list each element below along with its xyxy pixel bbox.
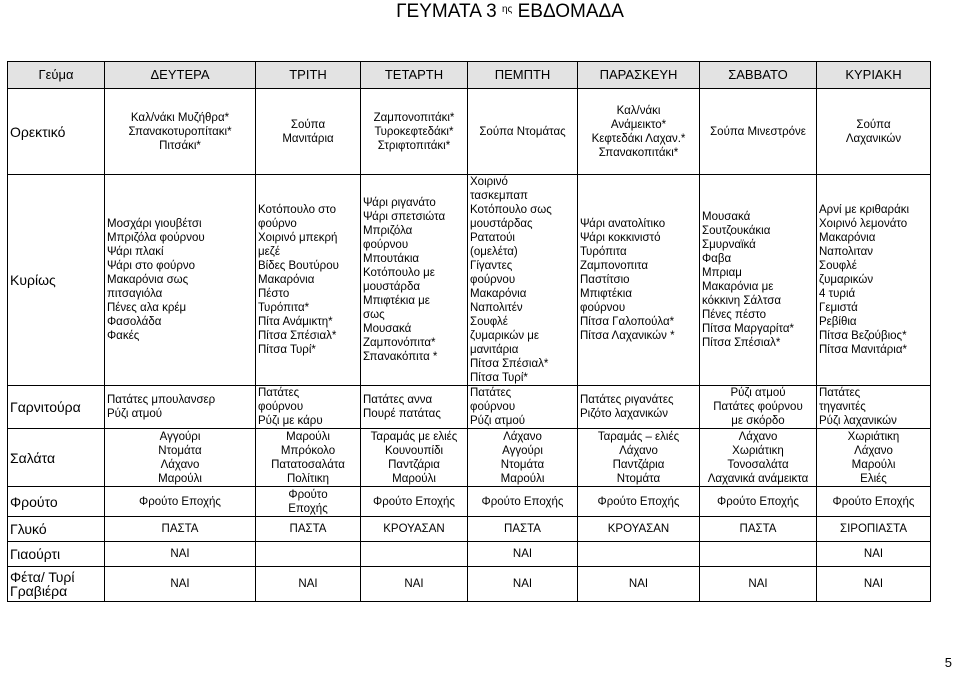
- menu-item: Ταραμάς – ελιές: [597, 430, 680, 443]
- cell-garnitoura: [817, 386, 931, 429]
- menu-item: μεζέ: [258, 246, 280, 258]
- menu-item: Πατάτες: [258, 387, 300, 399]
- menu-item: φούρνου: [470, 274, 516, 286]
- menu-item: Μοσχάρι γιουβέτσι: [107, 218, 202, 230]
- menu-item: Κοτόπουλο με: [363, 267, 435, 279]
- row-frouto: [8, 487, 931, 517]
- menu-item: Πίτσα Μανιτάρια*: [819, 344, 907, 356]
- menu-item: Μπουτάκια: [363, 253, 420, 265]
- menu-item: Κοτόπουλο σως: [470, 204, 552, 216]
- cell-orektiko: [256, 89, 361, 175]
- cell-orektiko: [105, 89, 256, 175]
- menu-item: Πίτσα Γαλοπούλα*: [580, 316, 675, 328]
- header-day: ΚΥΡΙΑΚΗ: [817, 62, 931, 89]
- cell-orektiko: [468, 89, 578, 175]
- menu-item: Σμυρναϊκά: [702, 239, 756, 251]
- menu-item: Σούπα: [856, 118, 891, 131]
- cell-salata: [578, 429, 700, 487]
- cell-frouto: [256, 487, 361, 517]
- menu-item: Ρύζι λαχανικών: [819, 415, 897, 427]
- menu-item: Κοτόπουλο στο: [258, 204, 337, 216]
- cell-giaourti: [700, 542, 817, 567]
- menu-item: Φρούτο Εποχής: [139, 495, 221, 508]
- menu-item: Πένες αλα κρέμ: [107, 302, 187, 314]
- cell-orektiko: [578, 89, 700, 175]
- menu-item: Μακαρόνια: [819, 232, 876, 244]
- cell-feta: ΝΑΙ: [468, 567, 578, 602]
- menu-item: Σουτζουκάκια: [702, 225, 771, 237]
- menu-item: φούρνου: [580, 302, 626, 314]
- menu-item: Ζαμπονοπιτα: [580, 260, 648, 272]
- row-salata: [8, 429, 931, 487]
- row-label-salata: Σαλάτα: [8, 429, 105, 487]
- header-row: [8, 62, 931, 89]
- menu-item: μουστάρδας: [470, 218, 533, 230]
- menu-item: Πίτσα Τυρί*: [470, 372, 528, 384]
- cell-kyrios: [700, 175, 817, 386]
- menu-item: Ντομάτα: [158, 444, 202, 457]
- menu-item: Ψάρι κοκκινιστό: [580, 232, 661, 244]
- cell-orektiko: [817, 89, 931, 175]
- menu-item: Ναπολιτέν: [470, 302, 523, 314]
- menu-item: Σούπα Ντομάτας: [479, 125, 566, 138]
- menu-item: Στριφτοπιτάκι*: [377, 139, 451, 152]
- row-orektiko: [8, 89, 931, 175]
- menu-item: Ναπολιταν: [819, 246, 873, 258]
- menu-item: Ζαμπονόπιτα*: [363, 337, 436, 349]
- cell-giaourti: ΝΑΙ: [817, 542, 931, 567]
- row-label-glyko: Γλυκό: [8, 517, 105, 542]
- cell-garnitoura: [468, 386, 578, 429]
- menu-item: Φασολάδα: [107, 316, 162, 328]
- menu-item: με σκόρδο: [731, 415, 785, 427]
- menu-item: Ντομάτα: [616, 472, 661, 485]
- cell-salata: [700, 429, 817, 487]
- cell-glyko: ΠΑΣΤΑ: [105, 517, 256, 542]
- menu-item: Μπιφτέκια με: [363, 295, 430, 307]
- menu-item: Βίδες Βουτύρου: [258, 260, 339, 272]
- cell-garnitoura: [578, 386, 700, 429]
- menu-item: μανιτάρια: [470, 344, 519, 356]
- cell-glyko: ΚΡΟΥΑΣΑΝ: [361, 517, 468, 542]
- cell-feta: ΝΑΙ: [361, 567, 468, 602]
- menu-item: Ρατατούι: [470, 232, 515, 244]
- cell-frouto: [578, 487, 700, 517]
- menu-item: Φρούτο Εποχής: [481, 495, 564, 508]
- row-label-kyrios: Κυρίως: [8, 175, 105, 386]
- menu-item: Εποχής: [288, 502, 328, 515]
- menu-item: Ψάρι σπετσιώτα: [363, 211, 446, 223]
- menu-item: Πίτσα Τυρί*: [258, 344, 316, 356]
- menu-item: Ελιές: [860, 472, 887, 485]
- menu-item: Μαρούλι: [286, 430, 330, 443]
- menu-item: Ταραμάς με ελιές: [370, 430, 458, 443]
- menu-item: κόκκινη Σάλτσα: [702, 295, 782, 307]
- menu-item: Πατάτες φούρνου: [713, 401, 803, 413]
- menu-item: Μπριζόλα: [363, 225, 413, 237]
- menu-item: Μπιφτέκια: [580, 288, 632, 300]
- row-label-line: Γραβιέρα: [10, 583, 68, 599]
- menu-item: Πίτσα Σπέσιαλ*: [470, 358, 549, 370]
- menu-item: Λάχανο: [854, 444, 893, 457]
- cell-orektiko: [700, 89, 817, 175]
- menu-item: Φακές: [107, 330, 140, 342]
- cell-salata: [105, 429, 256, 487]
- header-meal: Γεύμα: [8, 62, 105, 89]
- cell-kyrios: [817, 175, 931, 386]
- cell-orektiko: [361, 89, 468, 175]
- menu-item: Ανάμεικτο*: [610, 118, 667, 131]
- cell-frouto: [817, 487, 931, 517]
- menu-item: Λαχανικών: [845, 132, 902, 145]
- menu-item: Ψάρι στο φούρνο: [107, 260, 196, 272]
- cell-garnitoura: [105, 386, 256, 429]
- weekly-menu-table: [7, 61, 931, 602]
- menu-item: τηγανιτές: [819, 401, 866, 413]
- header-day: ΠΑΡΑΣΚΕΥΗ: [578, 62, 700, 89]
- row-label-line: Φέτα/ Τυρί: [10, 569, 75, 585]
- menu-item: Φρούτο Εποχής: [832, 495, 915, 508]
- menu-item: Πατάτες: [819, 387, 861, 399]
- cell-giaourti: [578, 542, 700, 567]
- cell-glyko: ΠΑΣΤΑ: [468, 517, 578, 542]
- cell-glyko: ΠΑΣΤΑ: [256, 517, 361, 542]
- menu-item: Μακαρόνια σως: [107, 274, 189, 286]
- header-day: ΠΕΜΠΤΗ: [468, 62, 578, 89]
- menu-item: Μακαρόνια: [470, 288, 527, 300]
- cell-garnitoura: [700, 386, 817, 429]
- menu-item: Καλ/νάκι: [616, 104, 661, 117]
- menu-item: Πίτσα Σπέσιαλ*: [258, 330, 337, 342]
- menu-item: Λάχανο: [738, 430, 778, 443]
- cell-garnitoura: [361, 386, 468, 429]
- menu-item: Γίγαντες: [470, 260, 513, 272]
- cell-kyrios: [468, 175, 578, 386]
- row-garnitoura: [8, 386, 931, 429]
- cell-garnitoura: [256, 386, 361, 429]
- menu-item: Τονοσαλάτα: [727, 458, 789, 471]
- row-label-frouto: Φρούτο: [8, 487, 105, 517]
- cell-salata: [361, 429, 468, 487]
- menu-item: Ρύζι ατμού: [730, 387, 786, 399]
- menu-item: Μαρούλι: [500, 472, 545, 485]
- menu-item: φούρνου: [363, 239, 409, 251]
- menu-item: πιτσαγιόλα: [107, 288, 163, 300]
- menu-item: Πέστο: [258, 288, 290, 300]
- header-day: ΤΡΙΤΗ: [256, 62, 361, 89]
- menu-item: Λάχανο: [503, 430, 542, 443]
- menu-item: Λάχανο: [160, 458, 200, 471]
- cell-salata: [817, 429, 931, 487]
- menu-item: φούρνου: [258, 401, 304, 413]
- cell-kyrios: [578, 175, 700, 386]
- menu-item: Μπρόκολο: [280, 444, 336, 457]
- menu-item: μουστάρδα: [363, 281, 421, 293]
- menu-item: Μαρούλι: [158, 472, 202, 485]
- cell-giaourti: [361, 542, 468, 567]
- menu-item: Μαρούλι: [851, 458, 896, 471]
- page-number: 5: [944, 655, 952, 670]
- cell-kyrios: [105, 175, 256, 386]
- cell-giaourti: [256, 542, 361, 567]
- menu-item: Ρύζι με κάρυ: [258, 415, 323, 427]
- header-day: ΤΕΤΑΡΤΗ: [361, 62, 468, 89]
- menu-item: Λαχανικά ανάμεικτα: [707, 472, 809, 485]
- cell-glyko: ΠΑΣΤΑ: [700, 517, 817, 542]
- menu-item: Κεφτεδάκι Λαχαν.*: [591, 132, 686, 145]
- menu-item: Πατάτες αννα: [363, 394, 433, 406]
- menu-item: Τυρόπιτα: [580, 246, 627, 258]
- menu-item: Ψάρι ριγανάτο: [363, 197, 436, 209]
- header-day: ΔΕΥΤΕΡΑ: [105, 62, 256, 89]
- menu-item: Τυρόπιτα*: [258, 302, 310, 314]
- menu-item: Σούπα Μινεστρόνε: [710, 125, 806, 138]
- menu-item: Πατάτες ριγανάτες: [580, 394, 674, 406]
- menu-item: Πένες πέστο: [702, 309, 766, 321]
- menu-item: Πίτσα Βεζούβιος*: [819, 330, 907, 342]
- page-title: ΓΕΥΜΑΤΑ 3 $^{\eta\varsigma}$ ΕΒΔΟΜΑΔΑ: [396, 1, 624, 22]
- menu-item: Φρούτο Εποχής: [597, 495, 680, 508]
- menu-item: Χοιρινό λεμονάτο: [819, 218, 908, 230]
- menu-item: Μαρούλι: [392, 472, 436, 485]
- menu-item: ζυμαρικών με: [470, 330, 540, 342]
- cell-giaourti: ΝΑΙ: [105, 542, 256, 567]
- menu-item: Γεμιστά: [819, 302, 858, 314]
- menu-item: σως: [363, 309, 385, 321]
- menu-item: Παστίτσιο: [580, 274, 630, 286]
- menu-item: Φρούτο Εποχής: [717, 495, 799, 508]
- menu-item: Ριζότο λαχανικών: [580, 408, 668, 420]
- menu-item: Αγγούρι: [502, 444, 543, 457]
- menu-item: Ντομάτα: [500, 458, 545, 471]
- menu-item: ζυμαρικών: [819, 274, 874, 286]
- menu-item: Χωριάτικη: [732, 444, 784, 457]
- menu-item: Αγγούρι: [159, 430, 201, 443]
- menu-item: 4 τυριά: [819, 288, 856, 300]
- header-day: ΣΑΒΒΑΤΟ: [700, 62, 817, 89]
- menu-item: Κουνουπίδι: [384, 444, 444, 457]
- menu-item: Ζαμπονοπιτάκι*: [373, 111, 455, 124]
- menu-item: Φρούτο Εποχής: [373, 495, 455, 508]
- menu-item: φούρνου: [470, 401, 516, 413]
- menu-item: Σπανακόπιτα *: [363, 351, 438, 363]
- menu-item: Χωριάτικη: [847, 430, 900, 443]
- menu-item: (ομελέτα): [470, 246, 518, 258]
- cell-kyrios: [256, 175, 361, 386]
- cell-salata: [468, 429, 578, 487]
- row-label-garnitoura: Γαρνιτούρα: [8, 386, 105, 429]
- menu-item: Χοιρινό μπεκρή: [258, 232, 338, 244]
- cell-glyko: ΣΙΡΟΠΙΑΣΤΑ: [817, 517, 931, 542]
- menu-item: Αρνί με κριθαράκι: [819, 204, 910, 216]
- menu-item: Πίτσα Σπέσιαλ*: [702, 337, 781, 349]
- menu-item: Ρύζι ατμού: [470, 415, 526, 427]
- row-giaourti: [8, 542, 931, 567]
- menu-item: Πατάτες: [470, 387, 512, 399]
- cell-salata: [256, 429, 361, 487]
- menu-item: Λάχανο: [619, 444, 658, 457]
- row-kyrios: [8, 175, 931, 386]
- menu-item: Καλ/νάκι Μυζήθρα*: [130, 111, 230, 124]
- menu-item: Πουρέ πατάτας: [363, 408, 441, 420]
- cell-feta: ΝΑΙ: [578, 567, 700, 602]
- menu-item: Σουφλέ: [819, 260, 857, 272]
- row-label-giaourti: Γιαούρτι: [8, 542, 105, 567]
- cell-glyko: ΚΡΟΥΑΣΑΝ: [578, 517, 700, 542]
- menu-item: Πατατοσαλάτα: [271, 458, 345, 471]
- menu-item: Τυροκεφτεδάκι*: [374, 125, 454, 138]
- menu-item: Πίτσα Λαχανικών *: [580, 330, 675, 342]
- menu-item: Πιτσάκι*: [159, 139, 201, 152]
- menu-item: Φαβα: [702, 253, 732, 265]
- cell-giaourti: ΝΑΙ: [468, 542, 578, 567]
- menu-item: Σπανακοτυροπίτακι*: [128, 125, 232, 138]
- menu-item: τασκεμπαπ: [470, 190, 528, 202]
- row-glyko: [8, 517, 931, 542]
- menu-item: Φρούτο: [288, 488, 328, 501]
- menu-item: Παντζάρια: [388, 458, 440, 471]
- cell-frouto: [361, 487, 468, 517]
- menu-item: Παντζάρια: [612, 458, 665, 471]
- menu-item: Πίτσα Μαργαρίτα*: [702, 323, 794, 335]
- menu-item: Μανιτάρια: [282, 132, 334, 145]
- cell-frouto: [468, 487, 578, 517]
- menu-item: Χοιρινό: [470, 176, 508, 188]
- cell-kyrios: [361, 175, 468, 386]
- menu-item: Πολίτικη: [286, 472, 330, 485]
- menu-item: Μουσακά: [363, 323, 412, 335]
- row-label-feta: [8, 567, 105, 602]
- menu-item: Σπανακοπιτάκι*: [598, 146, 679, 159]
- menu-item: Μουσακά: [702, 211, 751, 223]
- menu-item: Σούπα: [290, 118, 326, 131]
- menu-item: Ψάρι ανατολίτικο: [580, 218, 666, 230]
- menu-item: Πίτα Ανάμικτη*: [258, 316, 333, 328]
- menu-item: Πατάτες μπουλανσερ: [107, 394, 216, 406]
- row-label-orektiko: Ορεκτικό: [8, 89, 105, 175]
- cell-feta: ΝΑΙ: [817, 567, 931, 602]
- menu-item: Ρύζι ατμού: [107, 408, 163, 420]
- menu-item: Μπριαμ: [702, 267, 742, 279]
- cell-feta: ΝΑΙ: [105, 567, 256, 602]
- cell-frouto: [700, 487, 817, 517]
- menu-item: Ψάρι πλακί: [107, 246, 164, 258]
- menu-item: Μακαρόνια: [258, 274, 315, 286]
- cell-frouto: [105, 487, 256, 517]
- menu-item: Ρεβίθια: [819, 316, 857, 328]
- menu-item: φούρνο: [258, 218, 297, 230]
- menu-item: Μακαρόνια με: [702, 281, 774, 293]
- menu-item: Σουφλέ: [470, 316, 508, 328]
- cell-feta: ΝΑΙ: [700, 567, 817, 602]
- row-feta: [8, 567, 931, 602]
- cell-feta: ΝΑΙ: [256, 567, 361, 602]
- menu-item: Μπριζόλα φούρνου: [107, 232, 205, 244]
